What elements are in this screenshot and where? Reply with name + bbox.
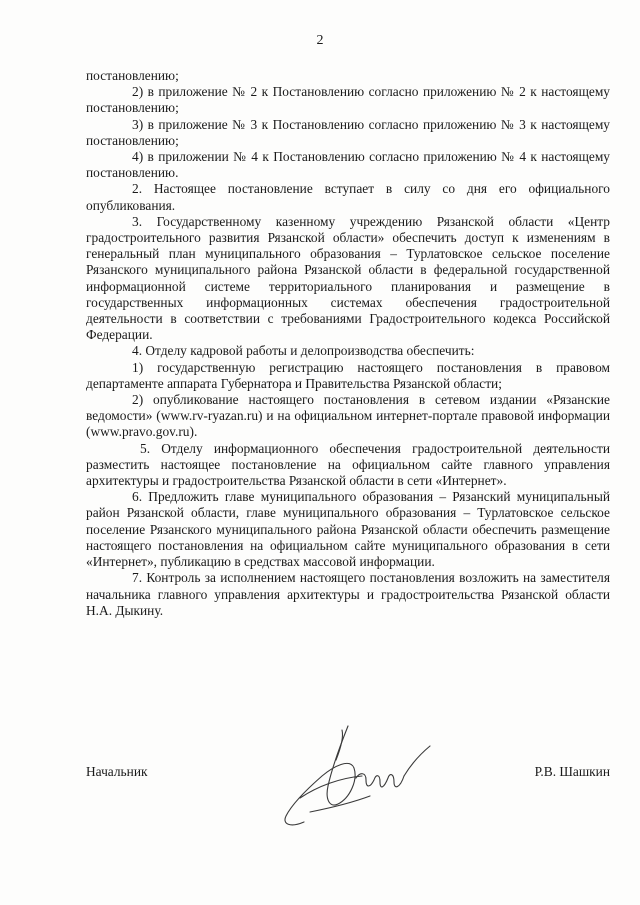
signatory-name: Р.В. Шашкин <box>534 764 610 779</box>
paragraph-clause-4-item-2: 2) опубликование настоящего постановления в сетевом издании «Рязанские ведомости» (www.rv-ryazan.ru) и на официальном интернет-портале правовой информации (www.pravo.gov.ru). <box>86 392 610 440</box>
paragraph-clause-3: 3. Государственному казенному учреждению Рязанской области «Центр градостроительного развития Рязанской области» обеспечить доступ к изменениям в генеральный план муниципального образования – Турлатовское сельское поселение Рязанского муниципального района Рязанской области в федеральной государственной информационной системе территориального планирования и размещение в государственных информационных системах обеспечения градостроительной деятельности в соответствии с требованиями Градостроительного кодекса Российской Федерации. <box>86 213 610 343</box>
paragraph-clause-2: 2. Настоящее постановление вступает в силу со дня его официального опубликования. <box>86 181 610 213</box>
paragraph-clause-6: 6. Предложить главе муниципального образования – Рязанский муниципальный район Рязанской области, главе муниципального образования – Турлатовское сельское поселение Рязанского муниципального района Рязанской области обеспечить размещение настоящего постановления на официальном сайте муниципального образования в сети «Интернет», публикацию в средствах массовой информации. <box>86 489 610 570</box>
page-number: 2 <box>316 33 324 48</box>
paragraph-clause-4: 4. Отделу кадровой работы и делопроизводства обеспечить: <box>132 343 475 359</box>
paragraph-item-4: 4) в приложении № 4 к Постановлению согласно приложению № 4 к настоящему постановлению. <box>86 149 610 181</box>
paragraph-clause-4-item-1: 1) государственную регистрацию настоящего постановления в правовом департаменте аппарата Губернатора и Правительства Рязанской области; <box>86 359 610 391</box>
paragraph-item-2: 2) в приложение № 2 к Постановлению согласно приложению № 2 к настоящему постановлению; <box>86 84 610 116</box>
paragraph-continuation: постановлению; <box>86 68 179 83</box>
paragraph-clause-7: 7. Контроль за исполнением настоящего постановления возложить на заместителя начальника главного управления архитектуры и градостроительства Рязанской области Н.А. Дыкину. <box>86 570 610 618</box>
paragraph-item-3: 3) в приложение № 3 к Постановлению согласно приложению № 3 к настоящему постановлению; <box>86 116 610 148</box>
signatory-title: Начальник <box>86 764 148 779</box>
signature-block <box>86 764 610 784</box>
document-body <box>86 68 610 619</box>
paragraph-clause-5: 5. Отделу информационного обеспечения градостроительной деятельности разместить настоящее постановление на официальном сайте главного управления архитектуры и градостроительства Рязанской области в сети «Интернет». <box>86 440 610 489</box>
